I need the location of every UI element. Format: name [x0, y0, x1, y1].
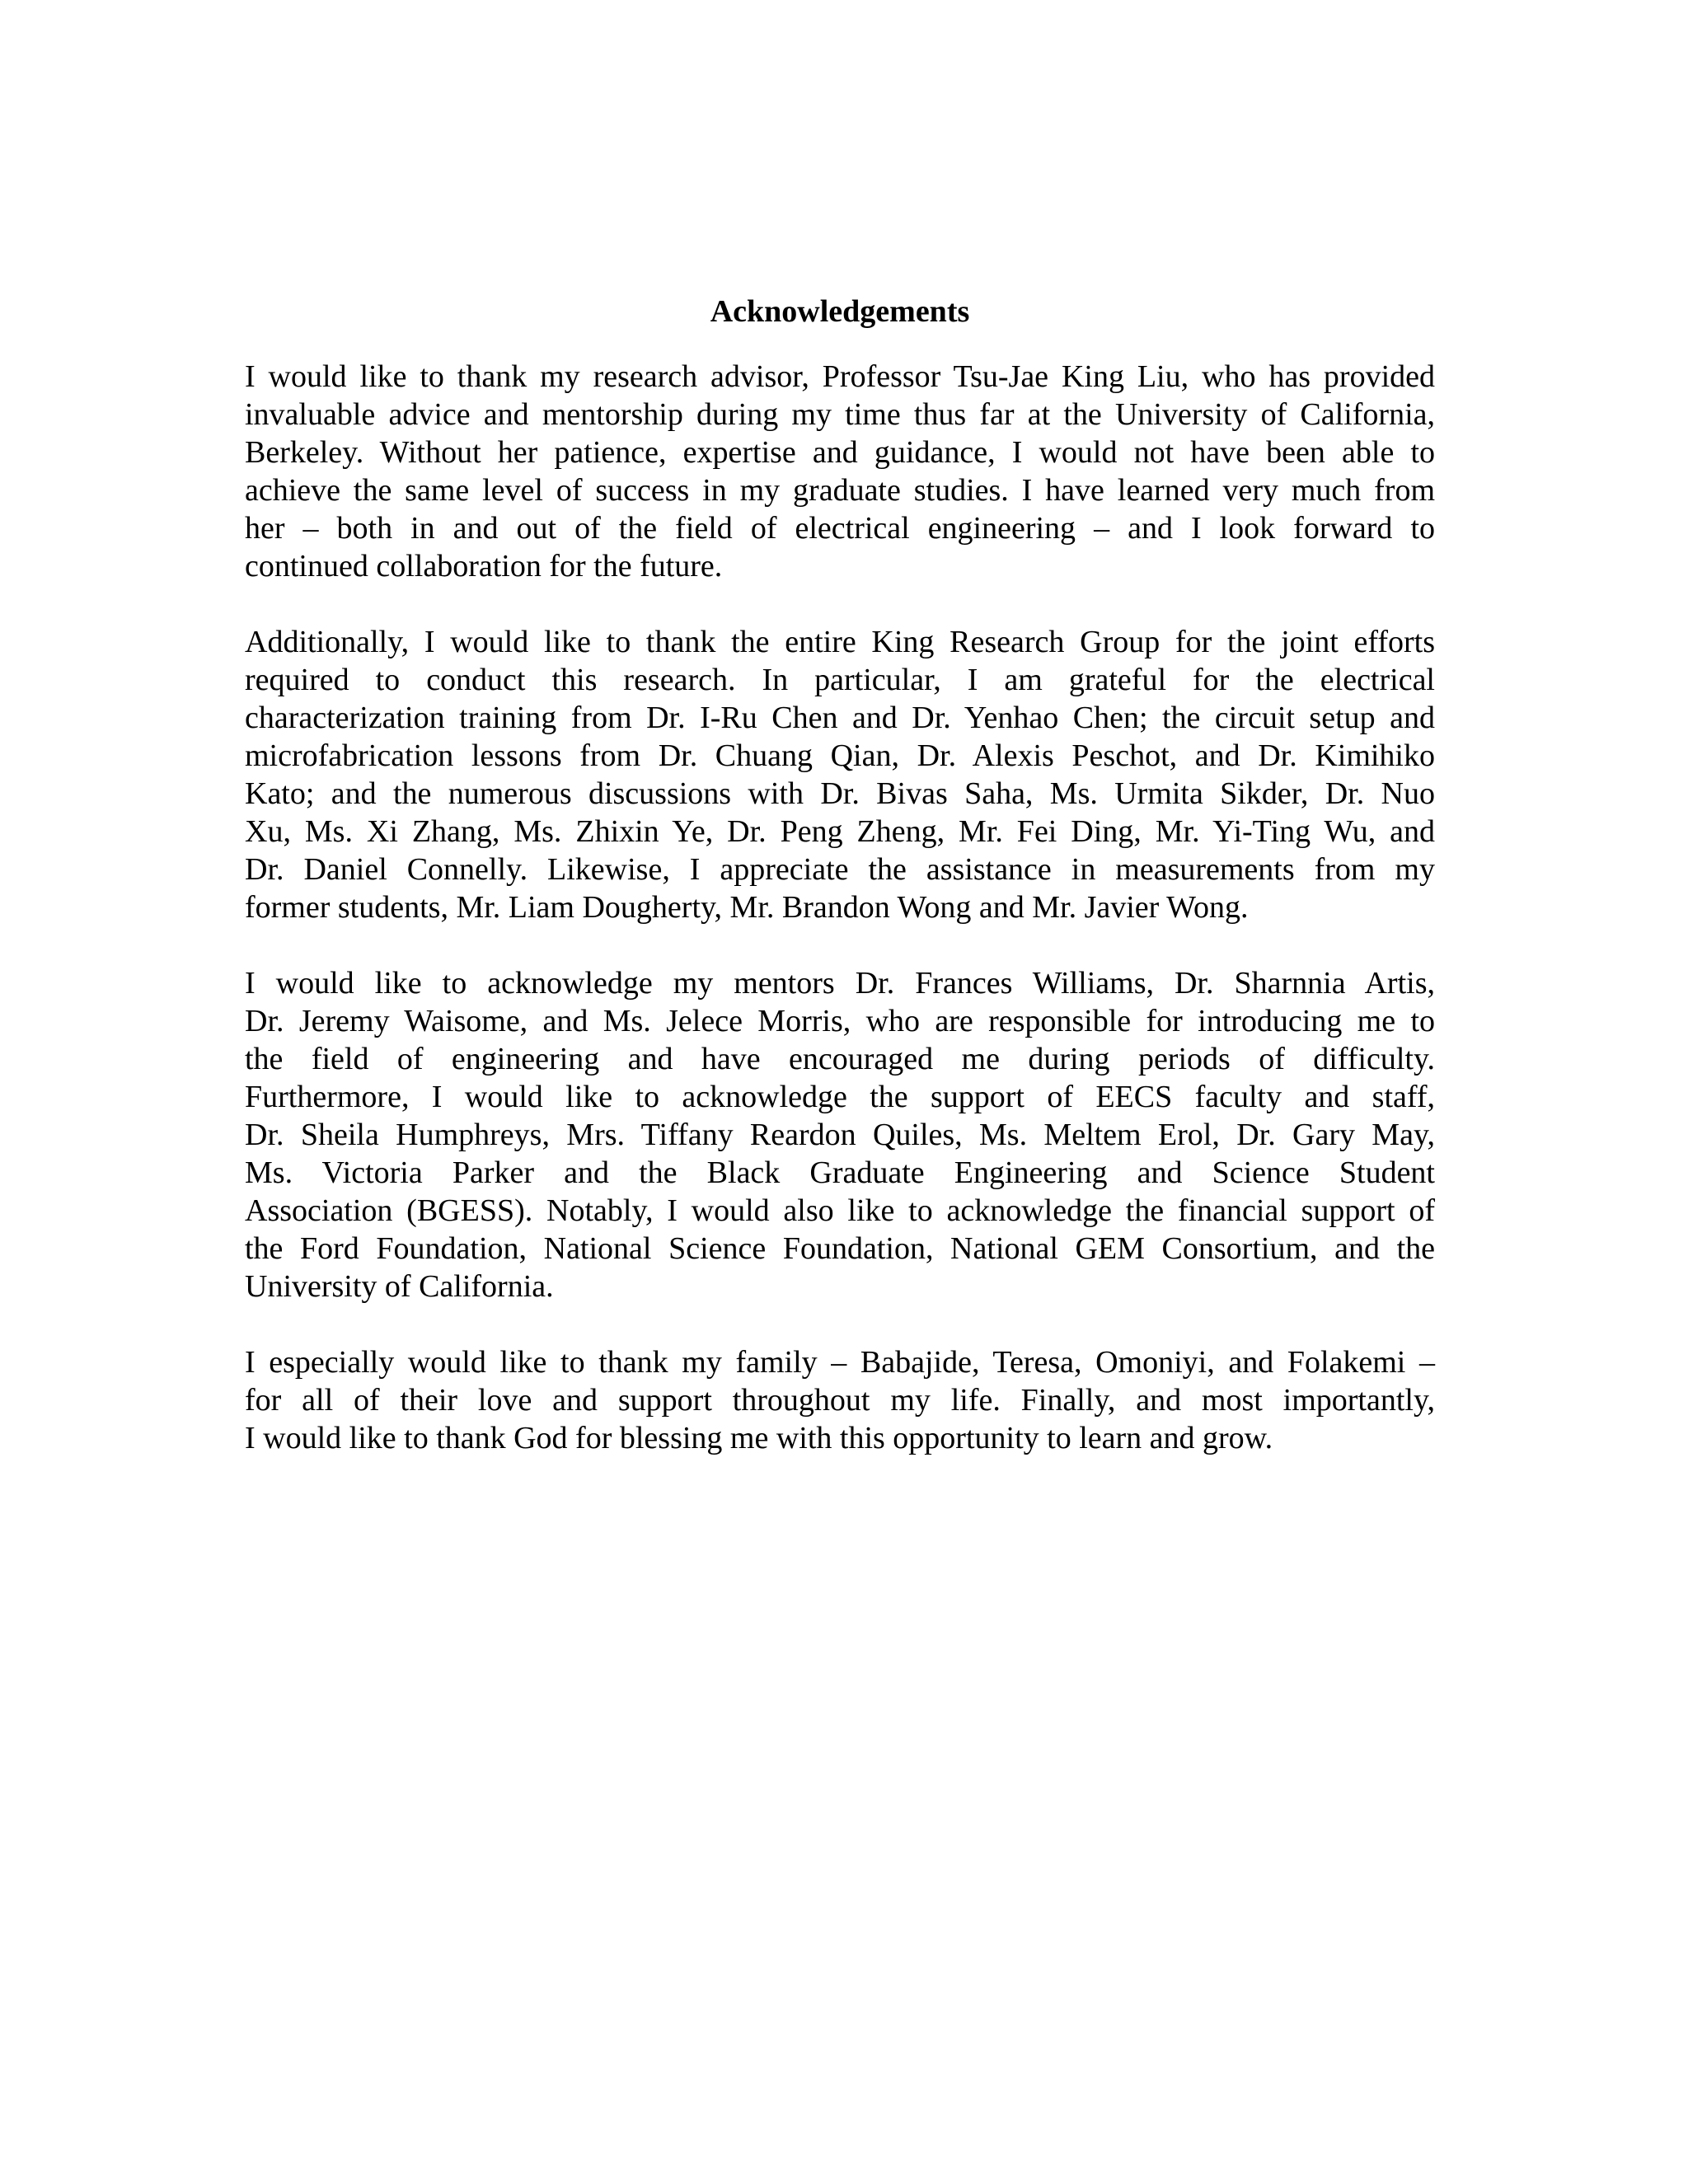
- text-line: Kato; and the numerous discussions with Dr. Bivas Saha, Ms. Urmita Sikder, Dr. Nuo: [245, 776, 1435, 811]
- text-line: Dr. Daniel Connelly. Likewise, I appreciate the assistance in measurements from my: [245, 852, 1435, 887]
- paragraph-advisor: [245, 358, 1435, 585]
- text-line: the field of engineering and have encouraged me during periods of difficulty.: [245, 1042, 1435, 1076]
- text-line: required to conduct this research. In particular, I am grateful for the electrical: [245, 663, 1435, 697]
- paragraph-research-group: [245, 623, 1435, 926]
- text-line: her – both in and out of the field of electrical engineering – and I look forward to: [245, 511, 1435, 546]
- text-line: continued collaboration for the future.: [245, 549, 723, 583]
- text-line: for all of their love and support throughout my life. Finally, and most importantly,: [245, 1383, 1435, 1418]
- text-line: Association (BGESS). Notably, I would also like to acknowledge the financial support of: [245, 1193, 1435, 1228]
- document-page: [245, 293, 1435, 1495]
- text-line: I would like to thank God for blessing me with this opportunity to learn and grow.: [245, 1421, 1273, 1455]
- text-line: Dr. Sheila Humphreys, Mrs. Tiffany Reardon Quiles, Ms. Meltem Erol, Dr. Gary May,: [245, 1118, 1435, 1152]
- text-line: University of California.: [245, 1269, 554, 1304]
- text-line: Additionally, I would like to thank the entire King Research Group for the joint efforts: [245, 625, 1435, 659]
- text-line: invaluable advice and mentorship during my time thus far at the University of California,: [245, 397, 1435, 432]
- text-line: the Ford Foundation, National Science Foundation, National GEM Consortium, and the: [245, 1231, 1435, 1266]
- text-line: I would like to acknowledge my mentors Dr. Frances Williams, Dr. Sharnnia Artis,: [245, 966, 1435, 1001]
- page-title: Acknowledgements: [710, 294, 970, 329]
- text-line: microfabrication lessons from Dr. Chuang Qian, Dr. Alexis Peschot, and Dr. Kimihiko: [245, 738, 1435, 773]
- paragraph-family: [245, 1343, 1435, 1457]
- text-line: Dr. Jeremy Waisome, and Ms. Jelece Morris, who are responsible for introducing me to: [245, 1004, 1435, 1038]
- text-line: characterization training from Dr. I-Ru Chen and Dr. Yenhao Chen; the circuit setup and: [245, 701, 1435, 735]
- text-line: former students, Mr. Liam Dougherty, Mr. Brandon Wong and Mr. Javier Wong.: [245, 890, 1249, 925]
- paragraph-mentors: [245, 964, 1435, 1305]
- text-line: achieve the same level of success in my graduate studies. I have learned very much from: [245, 473, 1435, 508]
- text-line: Furthermore, I would like to acknowledge the support of EECS faculty and staff,: [245, 1080, 1435, 1114]
- text-line: I would like to thank my research advisor, Professor Tsu-Jae King Liu, who has provided: [245, 359, 1435, 394]
- text-line: Xu, Ms. Xi Zhang, Ms. Zhixin Ye, Dr. Peng Zheng, Mr. Fei Ding, Mr. Yi-Ting Wu, and: [245, 814, 1435, 849]
- text-line: Berkeley. Without her patience, expertise and guidance, I would not have been able to: [245, 435, 1435, 470]
- text-line: I especially would like to thank my family – Babajide, Teresa, Omoniyi, and Folakemi –: [245, 1345, 1435, 1380]
- text-line: Ms. Victoria Parker and the Black Graduate Engineering and Science Student: [245, 1155, 1435, 1190]
